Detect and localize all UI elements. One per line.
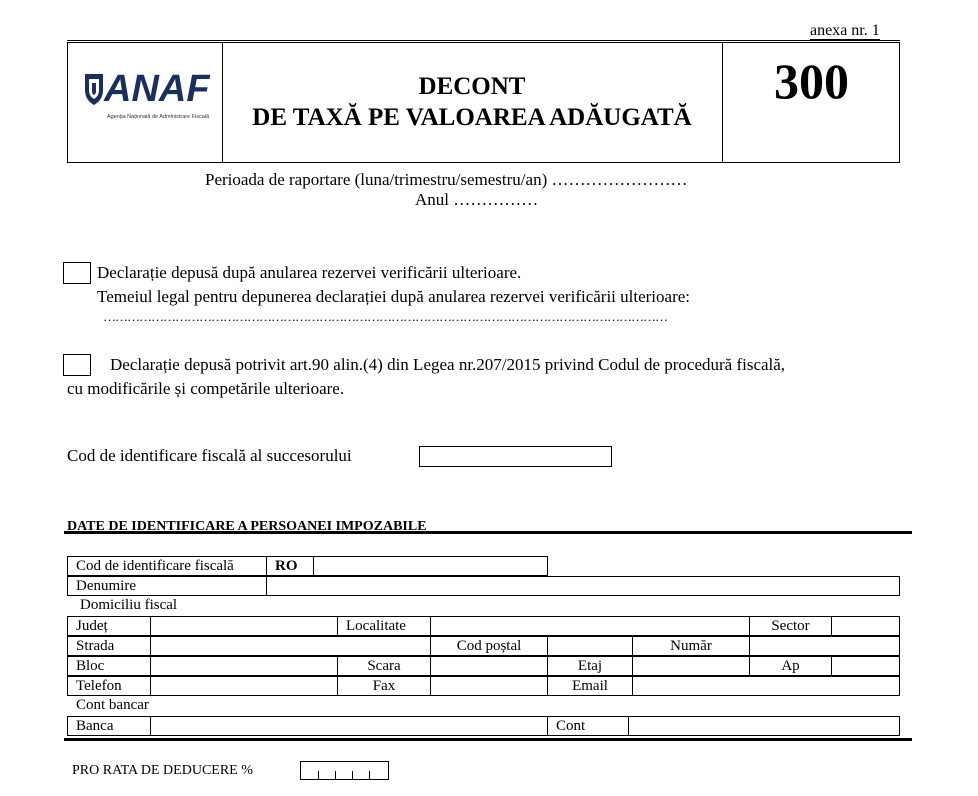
denumire-input[interactable] <box>266 576 900 596</box>
cont-input[interactable] <box>628 716 900 736</box>
telefon-input[interactable] <box>150 676 338 696</box>
pro-rata-input[interactable] <box>300 761 389 780</box>
email-label: Email <box>547 676 633 696</box>
scara-label: Scara <box>337 656 431 676</box>
header-divider-left <box>222 42 223 163</box>
section-rule-top <box>64 531 912 534</box>
banca-input[interactable] <box>150 716 548 736</box>
fax-label: Fax <box>337 676 431 696</box>
anaf-logo-subtitle: Agenția Națională de Administrare Fiscală <box>107 114 210 120</box>
fiscal-domicile-label: Domiciliu fiscal <box>80 597 178 613</box>
legal-basis-input[interactable]: …………………………………………………………………………………………………………………………… <box>103 309 667 324</box>
strada-input[interactable] <box>150 636 431 656</box>
judet-input[interactable] <box>150 616 338 636</box>
bank-account-label: Cont bancar <box>76 697 149 713</box>
sector-input[interactable] <box>831 616 900 636</box>
etaj-input[interactable] <box>632 656 750 676</box>
pro-rata-tick <box>318 771 319 779</box>
header-top-rule <box>67 40 900 41</box>
declaration-art90-label: Declarație depusă potrivit art.90 alin.(4) din Legea nr.207/2015 privind Codul de procedură fiscală, <box>110 355 786 374</box>
pro-rata-tick <box>352 771 353 779</box>
etaj-label: Etaj <box>547 656 633 676</box>
anaf-shield-icon <box>84 72 104 106</box>
anaf-logo-text: ANAF <box>104 68 210 110</box>
document-subtitle: DE TAXĂ PE VALOAREA ADĂUGATĂ <box>252 104 692 131</box>
declaration-art90-checkbox[interactable] <box>63 354 91 376</box>
declaration-art90-label-cont: cu modificările și competările ulterioare. <box>67 379 345 398</box>
declaration-after-cancellation-label: Declarație depusă după anularea rezervei verificării ulterioare. <box>97 263 522 282</box>
numar-label: Număr <box>632 636 750 656</box>
localitate-label: Localitate <box>337 616 431 636</box>
email-input[interactable] <box>632 676 900 696</box>
cif-ro-prefix: RO <box>266 556 314 576</box>
legal-basis-label: Temeiul legal pentru depunerea declarației după anularea rezervei verificării ulterioare: <box>97 287 690 306</box>
telefon-label: Telefon <box>67 676 151 696</box>
reporting-year-label: Anul …………… <box>415 190 539 209</box>
pro-rata-label: PRO RATA DE DEDUCERE % <box>72 763 253 778</box>
successor-cif-input[interactable] <box>419 446 612 467</box>
localitate-input[interactable] <box>430 616 750 636</box>
bloc-label: Bloc <box>67 656 151 676</box>
cod-postal-input[interactable] <box>547 636 633 656</box>
strada-label: Strada <box>67 636 151 656</box>
sector-label: Sector <box>749 616 832 636</box>
judet-label: Județ <box>67 616 151 636</box>
section-rule-bottom <box>64 738 912 741</box>
reporting-period-label: Perioada de raportare (luna/trimestru/semestru/an) …………………… <box>205 170 688 189</box>
scara-input[interactable] <box>430 656 548 676</box>
form-number: 300 <box>774 53 849 109</box>
cod-postal-label: Cod poștal <box>430 636 548 656</box>
pro-rata-tick <box>369 771 370 779</box>
successor-cif-label: Cod de identificare fiscală al succesorului <box>67 446 352 465</box>
denumire-label: Denumire <box>67 576 267 596</box>
annex-label: anexa nr. 1 <box>810 22 880 39</box>
cont-label: Cont <box>547 716 629 736</box>
section-title: DATE DE IDENTIFICARE A PERSOANEI IMPOZABILE <box>67 519 427 534</box>
document-title: DECONT <box>418 73 526 100</box>
cif-label: Cod de identificare fiscală <box>67 556 267 576</box>
fax-input[interactable] <box>430 676 548 696</box>
numar-input[interactable] <box>749 636 900 656</box>
cif-input[interactable] <box>313 556 548 576</box>
ap-label: Ap <box>749 656 832 676</box>
declaration-after-cancellation-checkbox[interactable] <box>63 262 91 284</box>
pro-rata-tick <box>335 771 336 779</box>
ap-input[interactable] <box>831 656 900 676</box>
banca-label: Banca <box>67 716 151 736</box>
bloc-input[interactable] <box>150 656 338 676</box>
